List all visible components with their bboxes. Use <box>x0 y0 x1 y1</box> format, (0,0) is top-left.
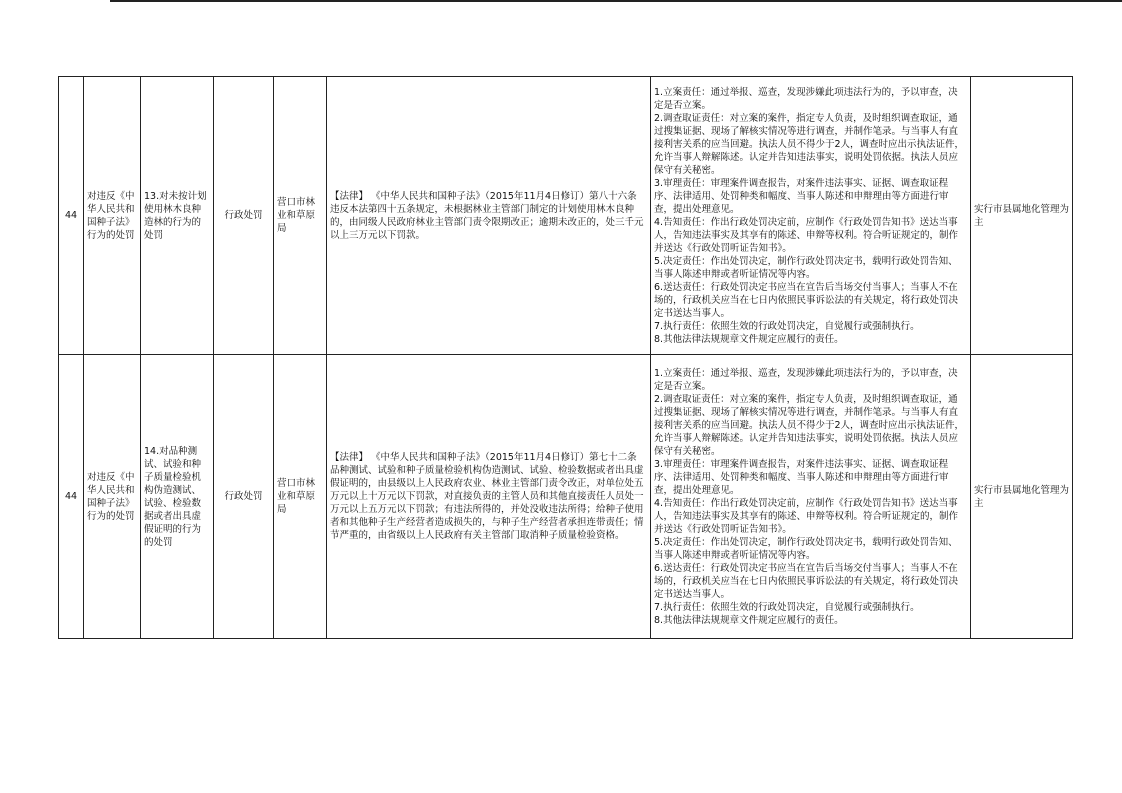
power-list-table <box>58 76 1073 639</box>
legal-basis-cell: 【法律】 《中华人民共和国种子法》（2015年11月4日修订）第七十二条 品种测试、试验和种子质量检验机构伪造测试、试验、检验数据或者出具虚假证明的，由县级以上人民政府农业、林业主管部门责令改正，对单位处五万元以上十万元以下罚款，对直接负责的主管人员和其他直接责任人员处一万元以上五万元以下罚款；有违法所得的，并处没收违法所得；给种子使用者和其他种子生产经营者造成损失的，与种子生产经营者承担连带责任；情节严重的，由省级以上人民政府有关主管部门取消种子质量检验资格。 <box>327 355 651 639</box>
authority-cell: 营口市林业和草原局 <box>274 77 327 355</box>
row-number: 44 <box>59 355 84 639</box>
responsibility-item: 5.决定责任：作出处罚决定，制作行政处罚决定书，载明行政处罚告知、当事人陈述申辩或者听证情况等内容。 <box>654 255 958 280</box>
legal-basis-cell: 【法律】 《中华人民共和国种子法》（2015年11月4日修订）第八十六条 违反本法第四十五条规定，未根据林业主管部门制定的计划使用林木良种的，由同级人民政府林业主管部门责令限期改正；逾期未改正的，处三千元以上三万元以下罚款。 <box>327 77 651 355</box>
sub-item-cell: 14.对品种测试、试验和种子质量检验机构伪造测试、试验、检验数据或者出具虚假证明的行为的处罚 <box>141 355 214 639</box>
responsibility-item: 6.送达责任：行政处罚决定书应当在宣告后当场交付当事人；当事人不在场的，行政机关应当在七日内依照民事诉讼法的有关规定，将行政处罚决定书送达当事人。 <box>654 281 959 319</box>
row-number: 44 <box>59 77 84 355</box>
responsibilities-cell <box>651 355 971 639</box>
responsibility-item: 1.立案责任：通过举报、巡查，发现涉嫌此项违法行为的，予以审查，决定是否立案。 <box>654 367 958 392</box>
authority-cell: 营口市林业和草原局 <box>274 355 327 639</box>
responsibility-item: 1.立案责任：通过举报、巡查，发现涉嫌此项违法行为的，予以审查，决定是否立案。 <box>654 86 958 111</box>
table-row <box>59 355 1073 639</box>
item-name-cell: 对违反《中华人民共和国种子法》行为的处罚 <box>84 77 141 355</box>
note-cell: 实行市县属地化管理为主 <box>971 355 1073 639</box>
responsibility-item: 5.决定责任：作出处罚决定，制作行政处罚决定书，载明行政处罚告知、当事人陈述申辩或者听证情况等内容。 <box>654 536 958 561</box>
responsibility-item: 8.其他法律法规规章文件规定应履行的责任。 <box>654 614 844 626</box>
responsibility-item: 2.调查取证责任：对立案的案件，指定专人负责，及时组织调查取证，通过搜集证据、现场了解核实情况等进行调查，并制作笔录。与当事人有直接利害关系的应当回避。执法人员不得少于2人，调查时应出示执法证件，允许当事人辩解陈述。认定并告知违法事实，说明处罚依据。执法人员应保守有关秘密。 <box>654 112 965 176</box>
responsibility-item: 8.其他法律法规规章文件规定应履行的责任。 <box>654 333 844 345</box>
category-cell: 行政处罚 <box>214 355 274 639</box>
responsibility-item: 3.审理责任：审理案件调查报告，对案件违法事实、证据、调查取证程序、法律适用、处罚种类和幅度、当事人陈述和申辩理由等方面进行审查，提出处理意见。 <box>654 458 949 496</box>
top-rule-gap <box>0 0 110 2</box>
responsibility-item: 4.告知责任：作出行政处罚决定前，应制作《行政处罚告知书》送达当事人，告知违法事实及其享有的陈述、申辩等权利。符合听证规定的，制作并送达《行政处罚听证告知书》。 <box>654 497 959 535</box>
top-rule <box>0 0 1122 2</box>
responsibility-item: 6.送达责任：行政处罚决定书应当在宣告后当场交付当事人；当事人不在场的，行政机关应当在七日内依照民事诉讼法的有关规定，将行政处罚决定书送达当事人。 <box>654 562 959 600</box>
category-cell: 行政处罚 <box>214 77 274 355</box>
responsibility-item: 7.执行责任：依照生效的行政处罚决定，自觉履行或强制执行。 <box>654 601 920 613</box>
note-cell: 实行市县属地化管理为主 <box>971 77 1073 355</box>
responsibility-item: 3.审理责任：审理案件调查报告，对案件违法事实、证据、调查取证程序、法律适用、处罚种类和幅度、当事人陈述和申辩理由等方面进行审查，提出处理意见。 <box>654 177 949 215</box>
responsibility-item: 4.告知责任：作出行政处罚决定前，应制作《行政处罚告知书》送达当事人，告知违法事实及其享有的陈述、申辩等权利。符合听证规定的，制作并送达《行政处罚听证告知书》。 <box>654 216 959 254</box>
sub-item-cell: 13.对未按计划使用林木良种造林的行为的处罚 <box>141 77 214 355</box>
item-name-cell: 对违反《中华人民共和国种子法》行为的处罚 <box>84 355 141 639</box>
responsibility-item: 7.执行责任：依照生效的行政处罚决定，自觉履行或强制执行。 <box>654 320 920 332</box>
responsibilities-cell <box>651 77 971 355</box>
table-row <box>59 77 1073 355</box>
responsibility-item: 2.调查取证责任：对立案的案件，指定专人负责，及时组织调查取证，通过搜集证据、现场了解核实情况等进行调查，并制作笔录。与当事人有直接利害关系的应当回避。执法人员不得少于2人，调查时应出示执法证件，允许当事人辩解陈述。认定并告知违法事实，说明处罚依据。执法人员应保守有关秘密。 <box>654 393 965 457</box>
